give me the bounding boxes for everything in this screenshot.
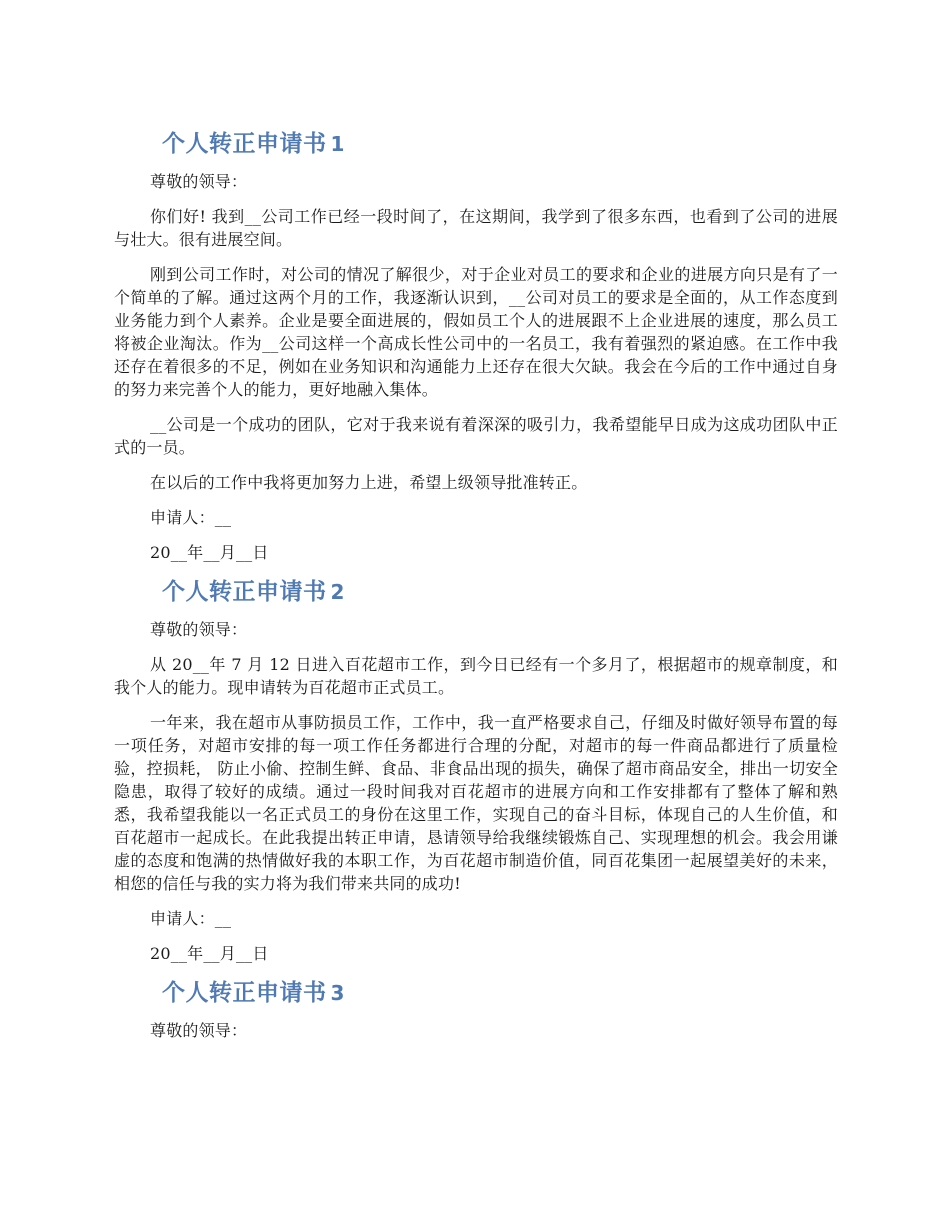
section-number: 3 [330, 981, 345, 1005]
section-1 [114, 128, 838, 564]
greeting: 尊敬的领导： [150, 172, 248, 191]
paragraph: __公司是一个成功的团队，它对于我来说有着深深的吸引力，我希望能早日成为这成功团队中正式的一员。 [114, 415, 838, 457]
paragraph: 从 20__年 7 月 12 日进入百花超市工作，到今日已经有一个多月了，根据超市的规章制度，和我个人的能力。现申请转为百花超市正式员工。 [114, 655, 838, 697]
section-title-text: 个人转正申请书 [162, 131, 327, 157]
section-number: 2 [330, 580, 345, 604]
applicant-line: 申请人：__ [150, 909, 232, 928]
paragraph: 在以后的工作中我将更加努力上进，希望上级领导批准转正。 [150, 473, 588, 492]
paragraph: 你们好! 我到__公司工作已经一段时间了，在这期间，我学到了很多东西，也看到了公司的进展与壮大。很有进展空间。 [114, 207, 838, 249]
section-title [162, 576, 838, 608]
section-3 [114, 977, 838, 1042]
greeting: 尊敬的领导： [150, 1021, 248, 1040]
section-title-text: 个人转正申请书 [162, 579, 327, 605]
paragraph: 刚到公司工作时，对公司的情况了解很少，对于企业对员工的要求和企业的进展方向只是有了一个简单的了解。通过这两个月的工作，我逐渐认识到，__公司对员工的要求是全面的，从工作态度到业务能力到个人素养。企业是要全面进展的，假如员工个人的进展跟不上企业进展的速度，那么员工将被企业淘汰。作为__公司这样一个高成长性公司中的一名员工，我有着强烈的紧迫感。在工作中我还存在着很多的不足，例如在业务知识和沟通能力上还存在很大欠缺。我会在今后的工作中通过自身的努力来完善个人的能力，更好地融入集体。 [114, 265, 838, 399]
section-title-text: 个人转正申请书 [162, 980, 327, 1006]
section-2 [114, 576, 838, 965]
paragraph: 一年来，我在超市从事防损员工作，工作中，我一直严格要求自己，仔细及时做好领导布置的每一项任务，对超市安排的每一项工作任务都进行合理的分配，对超市的每一件商品都进行了质量检验，控损耗， 防止小偷、控制生鲜、食品、非食品出现的损失，确保了超市商品安全，排出一切安全隐患，取得了较好的成绩。通过一段时间我对百花超市的进展方向和工作安排都有了整体了解和熟悉，我希望我能以一名正式员工的身份在这里工作，实现自己的奋斗目标，体现自己的人生价值，和百花超市一起成长。在此我提出转正申请，恳请领导给我继续锻炼自己、实现理想的机会。我会用谦虚的态度和饱满的热情做好我的本职工作，为百花超市制造价值，同百花集团一起展望美好的未来，相您的信任与我的实力将为我们带来共同的成功! [114, 713, 838, 893]
section-number: 1 [330, 132, 345, 156]
applicant-line: 申请人：__ [150, 508, 232, 527]
section-title [162, 977, 838, 1009]
greeting: 尊敬的领导： [150, 620, 248, 639]
date-line: 20__年__月__日 [150, 543, 269, 562]
section-title [162, 128, 838, 160]
date-line: 20__年__月__日 [150, 944, 269, 963]
document-content [114, 128, 838, 1054]
